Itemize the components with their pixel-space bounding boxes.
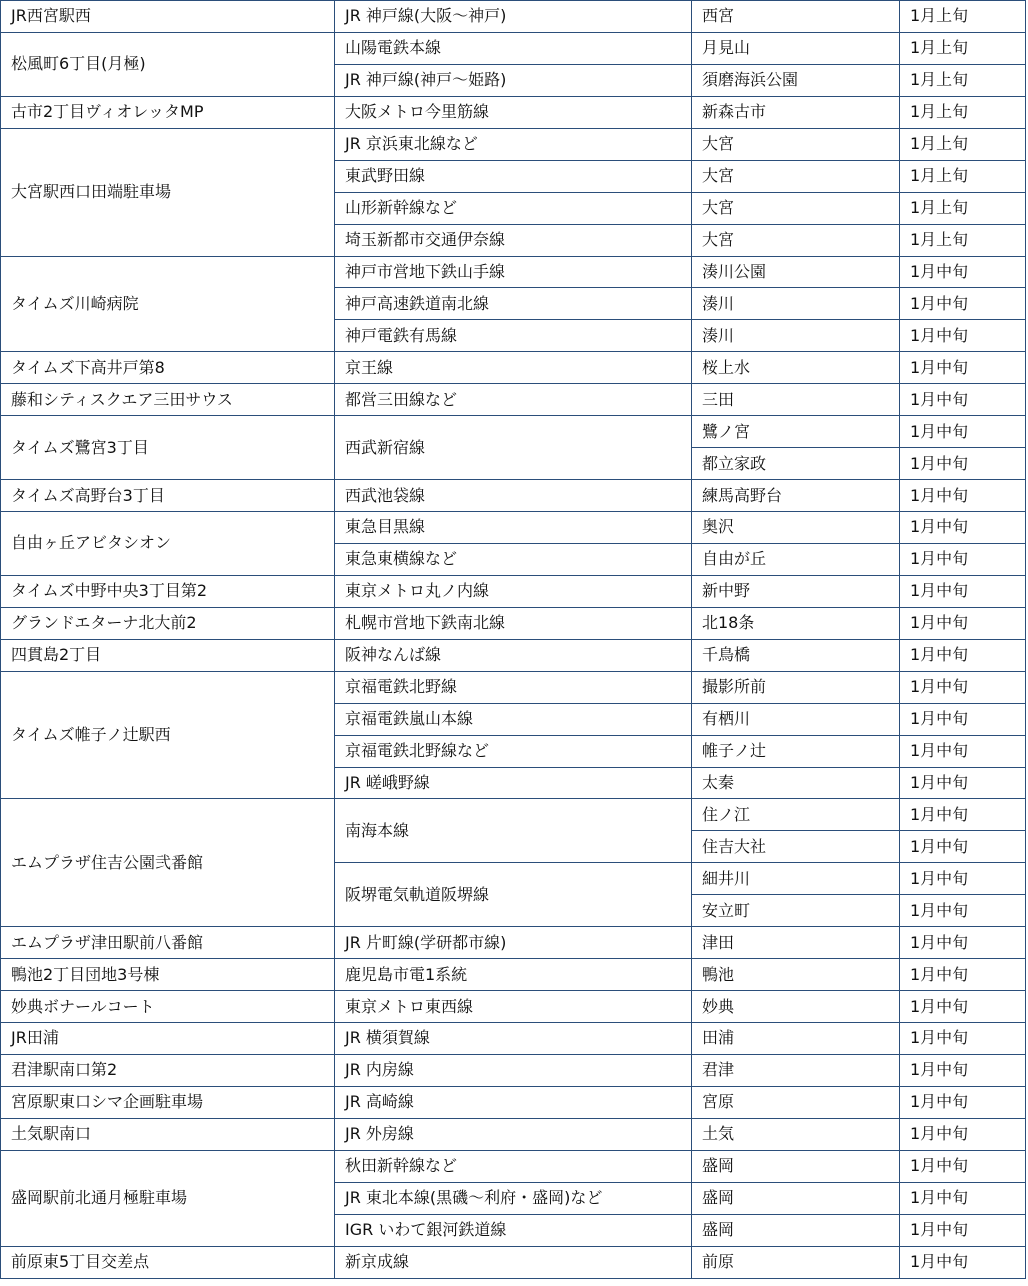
station-cell: 西宮 xyxy=(692,1,900,33)
line-cell: 西武池袋線 xyxy=(335,480,692,512)
line-cell: 鹿児島市電1系統 xyxy=(335,959,692,991)
timing-cell: 1月中旬 xyxy=(900,863,1026,895)
table-row xyxy=(1,1,1026,33)
timing-cell: 1月上旬 xyxy=(900,192,1026,224)
location-cell: タイムズ高野台3丁目 xyxy=(1,480,335,512)
line-cell: 東武野田線 xyxy=(335,160,692,192)
table-row xyxy=(1,1118,1026,1150)
timing-cell: 1月中旬 xyxy=(900,1054,1026,1086)
line-cell: IGR いわて銀河鉄道線 xyxy=(335,1214,692,1246)
line-cell: JR 神戸線(大阪～神戸) xyxy=(335,1,692,33)
table-row xyxy=(1,352,1026,384)
line-cell: 西武新宿線 xyxy=(335,416,692,480)
station-cell: 津田 xyxy=(692,927,900,959)
line-cell: 京福電鉄嵐山本線 xyxy=(335,703,692,735)
location-cell: 古市2丁目ヴィオレッタMP xyxy=(1,96,335,128)
timing-cell: 1月中旬 xyxy=(900,831,1026,863)
timing-cell: 1月上旬 xyxy=(900,1,1026,33)
line-cell: JR 内房線 xyxy=(335,1054,692,1086)
timing-cell: 1月上旬 xyxy=(900,128,1026,160)
timing-cell: 1月上旬 xyxy=(900,32,1026,64)
location-cell: 前原東5丁目交差点 xyxy=(1,1246,335,1278)
timing-cell: 1月上旬 xyxy=(900,64,1026,96)
timing-cell: 1月中旬 xyxy=(900,703,1026,735)
timing-cell: 1月中旬 xyxy=(900,959,1026,991)
location-cell: グランドエターナ北大前2 xyxy=(1,607,335,639)
line-cell: 東京メトロ東西線 xyxy=(335,991,692,1023)
station-cell: 住ノ江 xyxy=(692,799,900,831)
station-cell: 都立家政 xyxy=(692,448,900,480)
table-row xyxy=(1,927,1026,959)
timing-cell: 1月中旬 xyxy=(900,607,1026,639)
location-cell: JR田浦 xyxy=(1,1023,335,1055)
station-cell: 新中野 xyxy=(692,575,900,607)
line-cell: 京福電鉄北野線 xyxy=(335,671,692,703)
timing-cell: 1月中旬 xyxy=(900,1246,1026,1278)
station-cell: 細井川 xyxy=(692,863,900,895)
station-cell: 練馬高野台 xyxy=(692,480,900,512)
table-row xyxy=(1,575,1026,607)
table-row xyxy=(1,1023,1026,1055)
station-cell: 須磨海浜公園 xyxy=(692,64,900,96)
timing-cell: 1月中旬 xyxy=(900,320,1026,352)
line-cell: JR 横須賀線 xyxy=(335,1023,692,1055)
location-cell: エムプラザ住吉公園弐番館 xyxy=(1,799,335,927)
station-cell: 湊川 xyxy=(692,288,900,320)
station-cell: 新森古市 xyxy=(692,96,900,128)
station-table-body xyxy=(1,1,1026,1279)
timing-cell: 1月中旬 xyxy=(900,735,1026,767)
location-cell: 藤和シティスクエア三田サウス xyxy=(1,384,335,416)
timing-cell: 1月中旬 xyxy=(900,575,1026,607)
timing-cell: 1月中旬 xyxy=(900,1182,1026,1214)
line-cell: 大阪メトロ今里筋線 xyxy=(335,96,692,128)
timing-cell: 1月中旬 xyxy=(900,639,1026,671)
location-cell: 大宮駅西口田端駐車場 xyxy=(1,128,335,256)
location-cell: 盛岡駅前北通月極駐車場 xyxy=(1,1150,335,1246)
timing-cell: 1月中旬 xyxy=(900,671,1026,703)
station-cell: 桜上水 xyxy=(692,352,900,384)
table-row xyxy=(1,991,1026,1023)
station-cell: 盛岡 xyxy=(692,1214,900,1246)
station-cell: 北18条 xyxy=(692,607,900,639)
line-cell: 山形新幹線など xyxy=(335,192,692,224)
location-cell: 妙典ボナールコート xyxy=(1,991,335,1023)
line-cell: JR 外房線 xyxy=(335,1118,692,1150)
line-cell: 阪堺電気軌道阪堺線 xyxy=(335,863,692,927)
station-cell: 大宮 xyxy=(692,192,900,224)
timing-cell: 1月中旬 xyxy=(900,895,1026,927)
station-cell: 前原 xyxy=(692,1246,900,1278)
table-row xyxy=(1,32,1026,64)
station-cell: 千鳥橋 xyxy=(692,639,900,671)
line-cell: JR 東北本線(黒磯～利府・盛岡)など xyxy=(335,1182,692,1214)
line-cell: JR 高崎線 xyxy=(335,1086,692,1118)
table-row xyxy=(1,639,1026,671)
station-cell: 鴨池 xyxy=(692,959,900,991)
timing-cell: 1月中旬 xyxy=(900,288,1026,320)
table-row xyxy=(1,1086,1026,1118)
line-cell: 山陽電鉄本線 xyxy=(335,32,692,64)
timing-cell: 1月中旬 xyxy=(900,1150,1026,1182)
table-row xyxy=(1,256,1026,288)
table-row xyxy=(1,384,1026,416)
table-row xyxy=(1,416,1026,448)
station-cell: 住吉大社 xyxy=(692,831,900,863)
timing-cell: 1月上旬 xyxy=(900,224,1026,256)
line-cell: 神戸高速鉄道南北線 xyxy=(335,288,692,320)
location-cell: 松風町6丁目(月極) xyxy=(1,32,335,96)
table-row xyxy=(1,96,1026,128)
station-cell: 土気 xyxy=(692,1118,900,1150)
line-cell: JR 京浜東北線など xyxy=(335,128,692,160)
location-cell: タイムズ鷺宮3丁目 xyxy=(1,416,335,480)
table-row xyxy=(1,1054,1026,1086)
timing-cell: 1月中旬 xyxy=(900,927,1026,959)
location-cell: タイムズ川崎病院 xyxy=(1,256,335,352)
station-cell: 田浦 xyxy=(692,1023,900,1055)
line-cell: 新京成線 xyxy=(335,1246,692,1278)
station-cell: 盛岡 xyxy=(692,1182,900,1214)
table-row xyxy=(1,128,1026,160)
line-cell: 南海本線 xyxy=(335,799,692,863)
timing-cell: 1月中旬 xyxy=(900,384,1026,416)
location-cell: 自由ヶ丘アビタシオン xyxy=(1,512,335,576)
station-cell: 有栖川 xyxy=(692,703,900,735)
location-cell: 君津駅南口第2 xyxy=(1,1054,335,1086)
line-cell: 京福電鉄北野線など xyxy=(335,735,692,767)
station-cell: 宮原 xyxy=(692,1086,900,1118)
timing-cell: 1月中旬 xyxy=(900,991,1026,1023)
location-cell: タイムズ中野中央3丁目第2 xyxy=(1,575,335,607)
table-row xyxy=(1,1246,1026,1278)
line-cell: JR 神戸線(神戸～姫路) xyxy=(335,64,692,96)
timing-cell: 1月上旬 xyxy=(900,96,1026,128)
timing-cell: 1月中旬 xyxy=(900,256,1026,288)
line-cell: 秋田新幹線など xyxy=(335,1150,692,1182)
location-cell: タイムズ帷子ノ辻駅西 xyxy=(1,671,335,799)
station-cell: 奥沢 xyxy=(692,512,900,544)
station-cell: 撮影所前 xyxy=(692,671,900,703)
station-cell: 大宮 xyxy=(692,160,900,192)
timing-cell: 1月中旬 xyxy=(900,1118,1026,1150)
line-cell: 都営三田線など xyxy=(335,384,692,416)
location-cell: JR西宮駅西 xyxy=(1,1,335,33)
timing-cell: 1月中旬 xyxy=(900,543,1026,575)
line-cell: 東京メトロ丸ノ内線 xyxy=(335,575,692,607)
timing-cell: 1月上旬 xyxy=(900,160,1026,192)
station-cell: 三田 xyxy=(692,384,900,416)
table-row xyxy=(1,799,1026,831)
location-cell: 土気駅南口 xyxy=(1,1118,335,1150)
station-cell: 自由が丘 xyxy=(692,543,900,575)
station-cell: 湊川 xyxy=(692,320,900,352)
timing-cell: 1月中旬 xyxy=(900,799,1026,831)
location-cell: タイムズ下高井戸第8 xyxy=(1,352,335,384)
timing-cell: 1月中旬 xyxy=(900,1023,1026,1055)
line-cell: 東急目黒線 xyxy=(335,512,692,544)
station-cell: 大宮 xyxy=(692,128,900,160)
line-cell: JR 片町線(学研都市線) xyxy=(335,927,692,959)
timing-cell: 1月中旬 xyxy=(900,480,1026,512)
line-cell: JR 嵯峨野線 xyxy=(335,767,692,799)
timing-cell: 1月中旬 xyxy=(900,1086,1026,1118)
station-cell: 大宮 xyxy=(692,224,900,256)
station-cell: 太秦 xyxy=(692,767,900,799)
location-cell: エムプラザ津田駅前八番館 xyxy=(1,927,335,959)
station-cell: 鷺ノ宮 xyxy=(692,416,900,448)
line-cell: 札幌市営地下鉄南北線 xyxy=(335,607,692,639)
table-row xyxy=(1,1150,1026,1182)
line-cell: 阪神なんば線 xyxy=(335,639,692,671)
table-row xyxy=(1,959,1026,991)
station-cell: 君津 xyxy=(692,1054,900,1086)
location-cell: 宮原駅東口シマ企画駐車場 xyxy=(1,1086,335,1118)
timing-cell: 1月中旬 xyxy=(900,416,1026,448)
timing-cell: 1月中旬 xyxy=(900,448,1026,480)
station-cell: 月見山 xyxy=(692,32,900,64)
timing-cell: 1月中旬 xyxy=(900,1214,1026,1246)
timing-cell: 1月中旬 xyxy=(900,767,1026,799)
line-cell: 京王線 xyxy=(335,352,692,384)
line-cell: 埼玉新都市交通伊奈線 xyxy=(335,224,692,256)
table-row xyxy=(1,480,1026,512)
line-cell: 神戸市営地下鉄山手線 xyxy=(335,256,692,288)
station-cell: 安立町 xyxy=(692,895,900,927)
table-row xyxy=(1,671,1026,703)
table-row xyxy=(1,607,1026,639)
table-row xyxy=(1,512,1026,544)
station-cell: 帷子ノ辻 xyxy=(692,735,900,767)
station-cell: 湊川公園 xyxy=(692,256,900,288)
timing-cell: 1月中旬 xyxy=(900,512,1026,544)
timing-cell: 1月中旬 xyxy=(900,352,1026,384)
station-cell: 盛岡 xyxy=(692,1150,900,1182)
location-cell: 四貫島2丁目 xyxy=(1,639,335,671)
location-cell: 鴨池2丁目団地3号棟 xyxy=(1,959,335,991)
line-cell: 神戸電鉄有馬線 xyxy=(335,320,692,352)
station-cell: 妙典 xyxy=(692,991,900,1023)
line-cell: 東急東横線など xyxy=(335,543,692,575)
